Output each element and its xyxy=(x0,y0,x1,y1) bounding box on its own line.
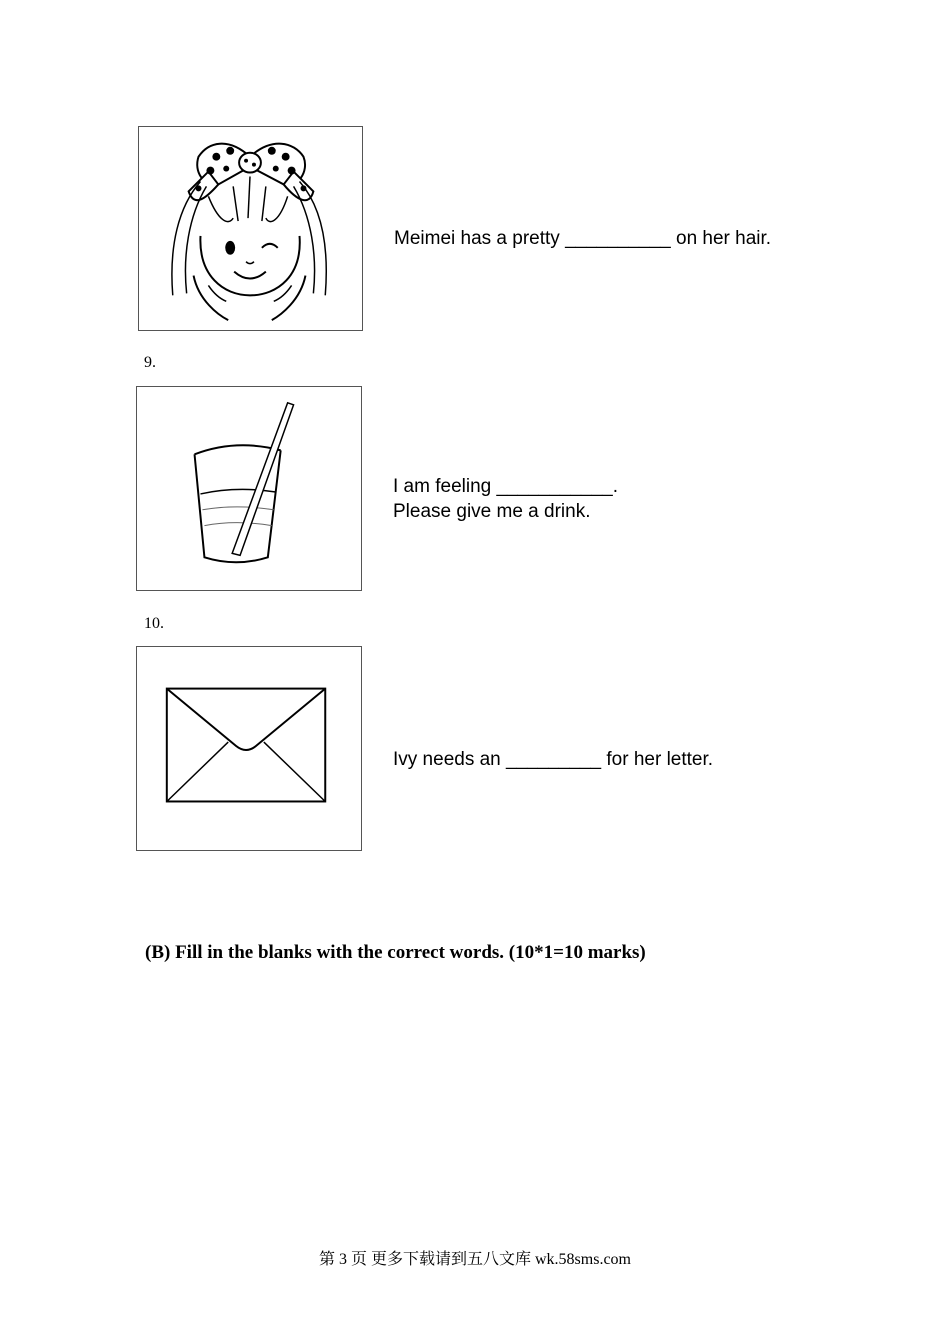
question-10-number: 10. xyxy=(144,615,164,632)
question-10-sentence: Ivy needs an _________ for her letter. xyxy=(393,749,714,770)
section-b-heading: (B) Fill in the blanks with the correct words. (10*1=10 marks) xyxy=(145,942,646,963)
girl-with-bow-icon xyxy=(139,127,362,330)
envelope-picture xyxy=(136,646,362,851)
question-9-sentence-line-2: Please give me a drink. xyxy=(393,501,591,522)
page-footer: 第 3 页 更多下载请到五八文库 wk.58sms.com xyxy=(318,1251,631,1268)
glass-of-water-icon xyxy=(137,387,361,590)
girl-with-bow-picture xyxy=(138,126,363,331)
question-8-sentence: Meimei has a pretty __________ on her hair. xyxy=(394,228,772,249)
question-9-sentence-line-1: I am feeling ___________. xyxy=(393,476,619,497)
question-9-number: 9. xyxy=(144,354,156,371)
glass-of-water-picture xyxy=(136,386,362,591)
envelope-icon xyxy=(137,647,361,850)
